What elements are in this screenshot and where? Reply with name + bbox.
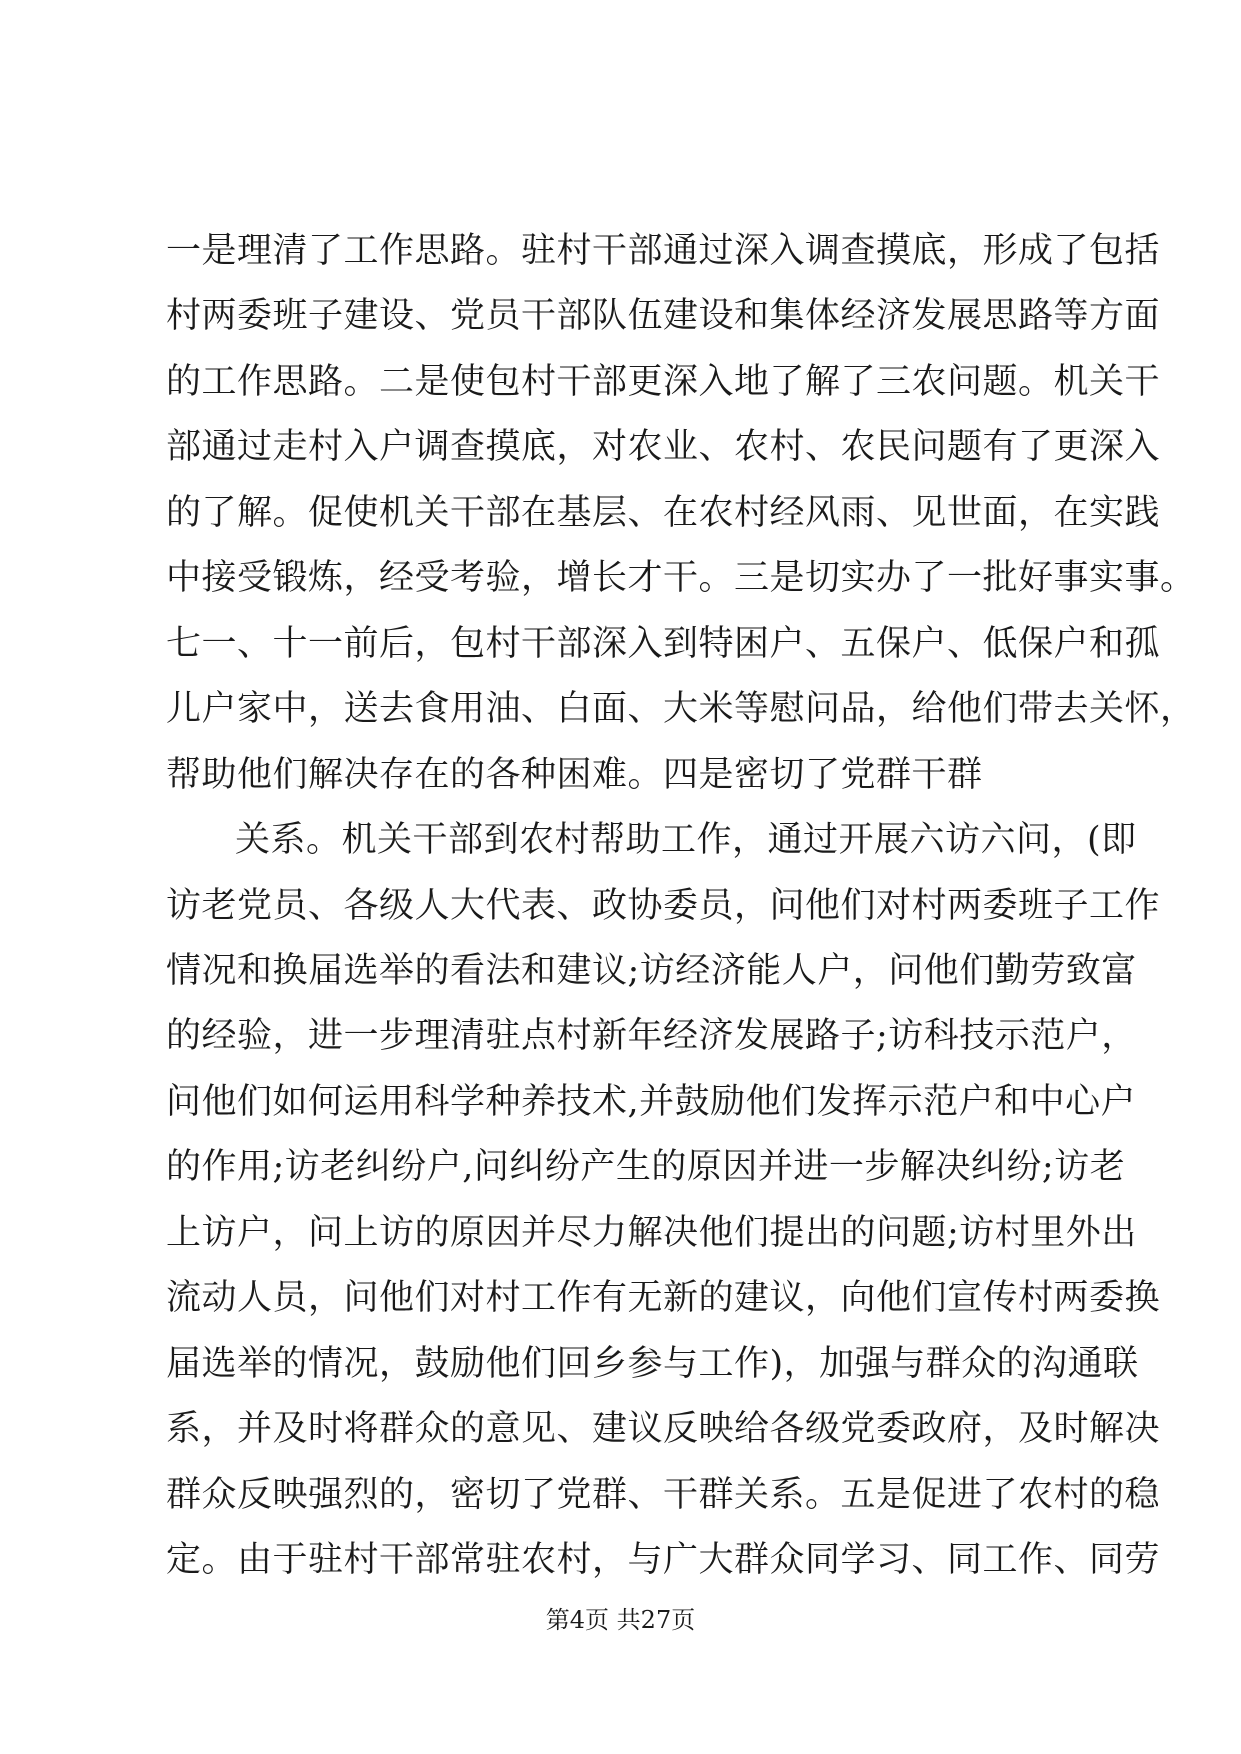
text-line: 流动人员，问他们对村工作有无新的建议，向他们宣传村两委换	[166, 1278, 1161, 1318]
text-line: 访老党员、各级人大代表、政协委员，问他们对村两委班子工作	[166, 886, 1161, 926]
text-line: 中接受锻炼，经受考验，增长才干。三是切实办了一批好事实事。	[166, 558, 1196, 598]
text-line: 系，并及时将群众的意见、建议反映给各级党委政府，及时解决	[166, 1409, 1161, 1449]
text-line: 儿户家中，送去食用油、白面、大米等慰问品，给他们带去关怀，	[166, 689, 1196, 729]
text-line: 部通过走村入户调查摸底，对农业、农村、农民问题有了更深入	[166, 427, 1161, 467]
text-line: 的作用;访老纠纷户,问纠纷产生的原因并进一步解决纠纷;访老	[166, 1147, 1126, 1187]
text-line: 七一、十一前后，包村干部深入到特困户、五保户、低保户和孤	[166, 624, 1161, 664]
text-line: 问他们如何运用科学种养技术,并鼓励他们发挥示范户和中心户	[166, 1082, 1137, 1122]
text-line: 情况和换届选举的看法和建议;访经济能人户，问他们勤劳致富	[166, 951, 1137, 991]
text-line: 一是理清了工作思路。驻村干部通过深入调查摸底，形成了包括	[166, 231, 1161, 271]
text-line: 的工作思路。二是使包村干部更深入地了解了三农问题。机关干	[166, 362, 1161, 402]
text-line: 的经验，进一步理清驻点村新年经济发展路子;访科技示范户，	[166, 1016, 1137, 1056]
text-line: 群众反映强烈的，密切了党群、干群关系。五是促进了农村的稳	[166, 1475, 1161, 1515]
text-line: 定。由于驻村干部常驻农村，与广大群众同学习、同工作、同劳	[166, 1540, 1161, 1580]
paragraph-first-line: 关系。机关干部到农村帮助工作，通过开展六访六问，(即	[235, 820, 1137, 860]
text-line: 的了解。促使机关干部在基层、在农村经风雨、见世面，在实践	[166, 493, 1161, 533]
text-line: 村两委班子建设、党员干部队伍建设和集体经济发展思路等方面	[166, 296, 1161, 336]
text-line: 帮助他们解决存在的各种困难。四是密切了党群干群	[166, 755, 983, 795]
text-line: 上访户，问上访的原因并尽力解决他们提出的问题;访村里外出	[166, 1213, 1137, 1253]
text-line: 届选举的情况，鼓励他们回乡参与工作)，加强与群众的沟通联	[166, 1344, 1139, 1384]
page-footer: 第4页 共27页	[545, 1606, 696, 1634]
